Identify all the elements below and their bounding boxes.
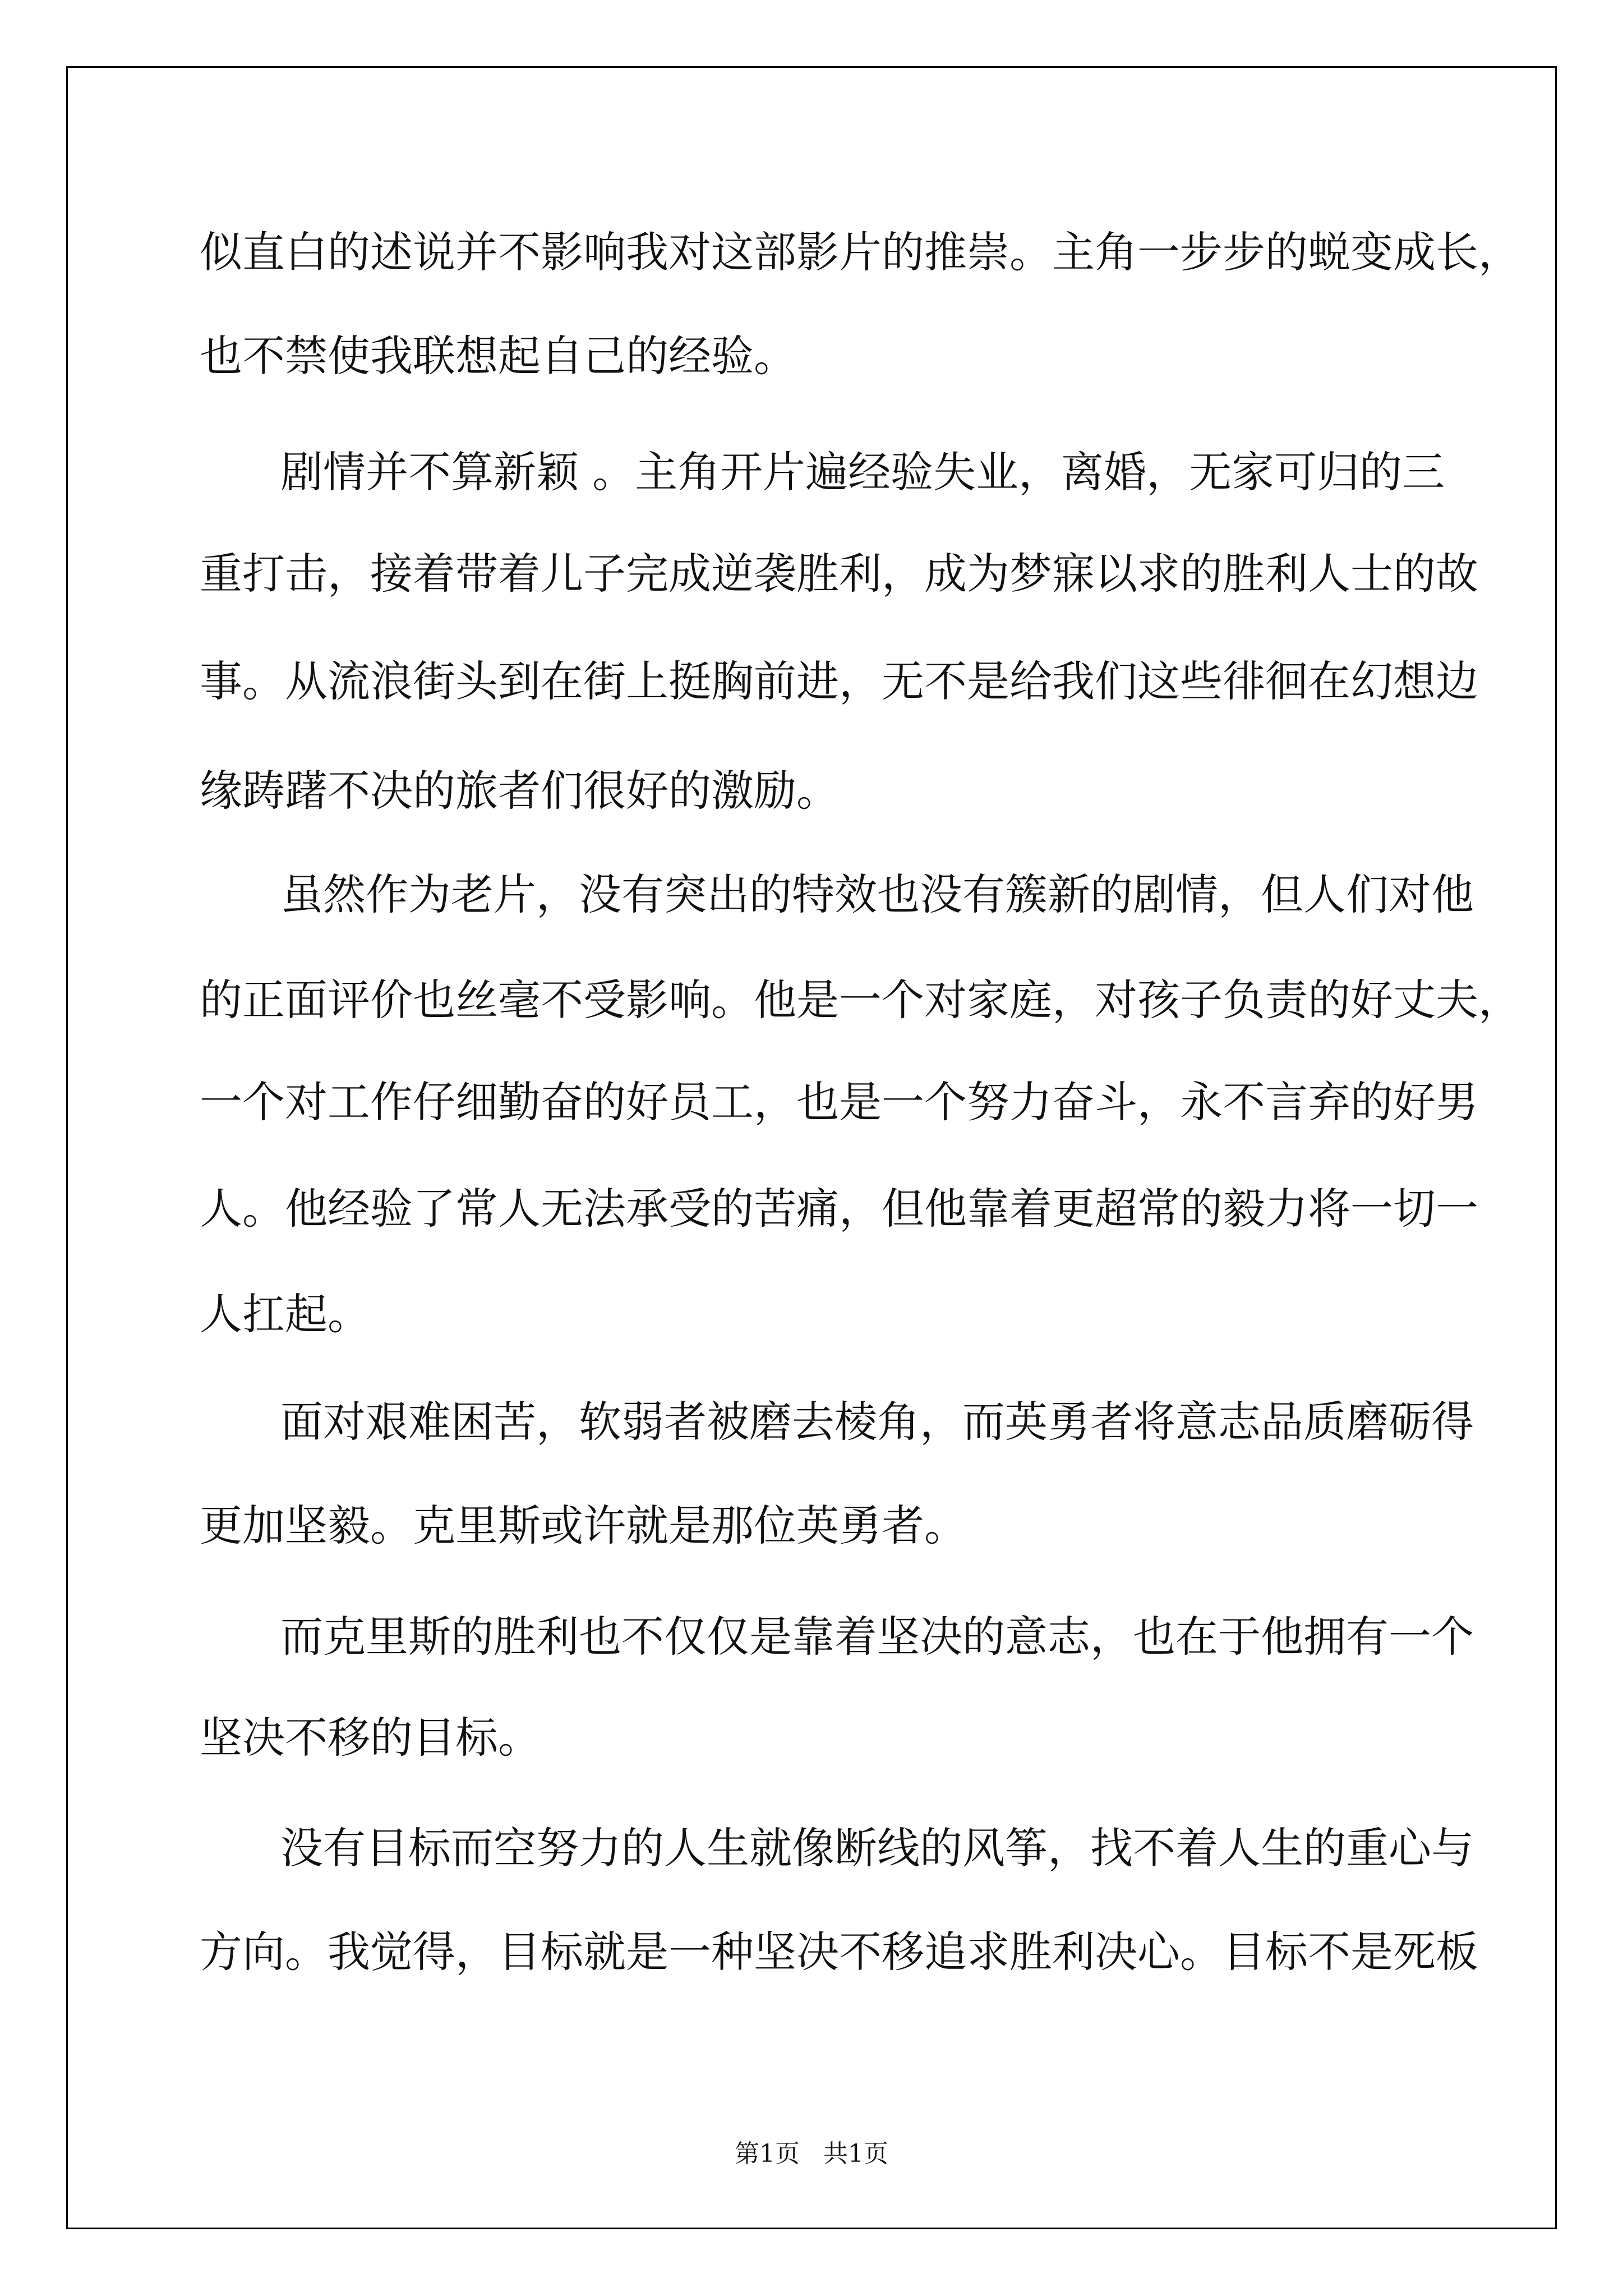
body-text-line: 缘踌躇不决的旅者们很好的激励。 — [200, 766, 839, 816]
body-text-line: 更加坚毅。克里斯或许就是那位英勇者。 — [200, 1501, 967, 1550]
body-text-line: 的正面评价也丝毫不受影响。他是一个对家庭，对孩子负责的好丈夫， — [200, 975, 1521, 1025]
body-text-line: 人。他经验了常人无法承受的苦痛，但他靠着更超常的毅力将一切一 — [200, 1184, 1478, 1234]
body-text-line: 人扛起。 — [200, 1289, 370, 1339]
page-footer: 第1页 共1页 — [735, 2139, 888, 2168]
body-text-line: 坚决不移的目标。 — [200, 1713, 541, 1763]
body-text-line: 方向。我觉得，目标就是一种坚决不移追求胜利决心。目标不是死板 — [200, 1927, 1478, 1977]
body-text-line: 似直白的述说并不影响我对这部影片的推崇。主角一步步的蜕变成长， — [200, 227, 1521, 277]
body-text-line: 虽然作为老片，没有突出的特效也没有簇新的剧情，但人们对他 — [280, 869, 1474, 919]
body-text-line: 面对艰难困苦，软弱者被磨去棱角，而英勇者将意志品质磨砺得 — [280, 1397, 1474, 1447]
body-text-line: 也不禁使我联想起自己的经验。 — [200, 331, 796, 381]
body-text-line: 剧情并不算新颖 。主角开片遍经验失业，离婚，无家可归的三 — [280, 447, 1445, 497]
body-text-line: 没有目标而空努力的人生就像断线的风筝，找不着人生的重心与 — [280, 1823, 1474, 1873]
body-text-line: 一个对工作仔细勤奋的好员工，也是一个努力奋斗，永不言弃的好男 — [200, 1077, 1478, 1127]
body-text-line: 重打击，接着带着儿子完成逆袭胜利，成为梦寐以求的胜利人士的故 — [200, 549, 1478, 599]
body-text-line: 事。从流浪街头到在街上挺胸前进，无不是给我们这些徘徊在幻想边 — [200, 656, 1478, 706]
body-text-line: 而克里斯的胜利也不仅仅是靠着坚决的意志，也在于他拥有一个 — [280, 1612, 1474, 1662]
